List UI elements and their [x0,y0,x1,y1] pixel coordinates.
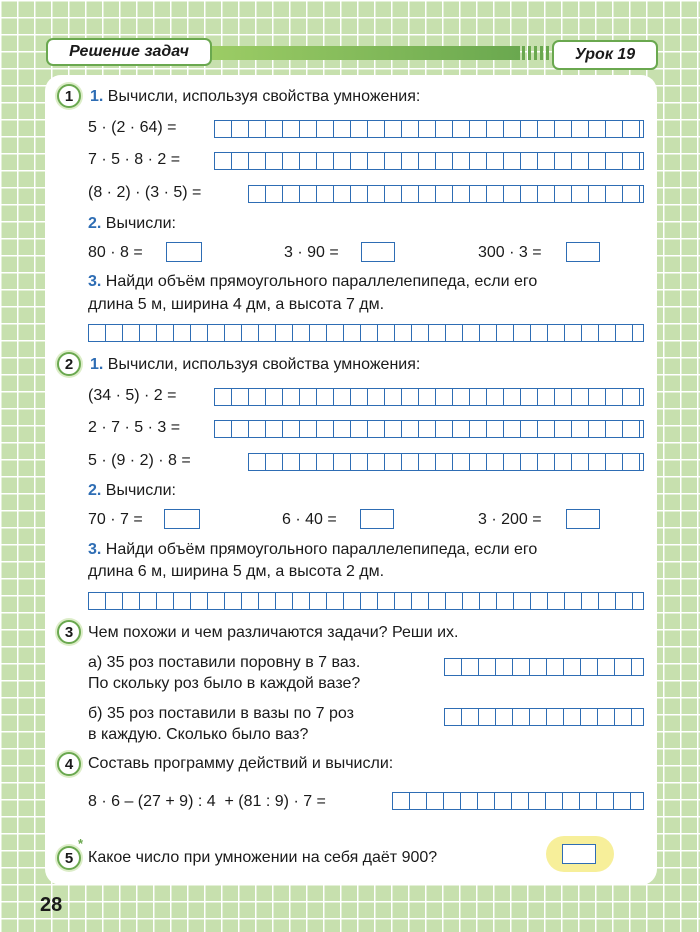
task-2-3-line-1 [88,540,537,560]
answer-grid[interactable] [248,185,644,203]
task-2-2-expr-2: 6 · 40 = [282,511,337,528]
task-1-3-text-1: Найди объём прямоугольного параллелепипеда, если его [105,273,538,290]
answer-grid[interactable] [88,592,644,610]
answer-grid[interactable] [214,120,644,138]
header-stripes [522,46,550,60]
task-2-3-text-1: Найди объём прямоугольного параллелепипеда, если его [105,541,538,558]
answer-box[interactable] [562,844,596,864]
task-1-1-number: 1. [90,88,104,105]
task-1-1-expr-2: 7 · 5 · 8 · 2 = [88,151,181,168]
task-3b-line-1: б) 35 роз поставили в вазы по 7 роз [88,705,354,722]
task-2-3-number: 3. [88,541,102,558]
task-1-number: 1 [57,84,81,108]
answer-box[interactable] [164,509,200,529]
task-3-title: Чем похожи и чем различаются задачи? Реши их. [88,624,459,641]
task-2-1-heading [90,355,420,375]
header-bar [212,46,520,60]
answer-grid[interactable] [392,792,644,810]
answer-box[interactable] [566,509,600,529]
task-1-3-number: 3. [88,273,102,290]
task-1-3-line-2: длина 5 м, ширина 4 дм, а высота 7 дм. [88,296,385,313]
task-2-1-expr-3: 5 · (9 · 2) · 8 = [88,452,191,469]
task-2-2-title: Вычисли: [105,482,176,499]
task-2-2-heading [88,481,176,501]
task-1-2-expr-3: 300 · 3 = [478,244,542,261]
task-3a-line-2: По скольку роз было в каждой вазе? [88,675,361,692]
task-2-number: 2 [57,352,81,376]
answer-box[interactable] [360,509,394,529]
task-2-2-number: 2. [88,482,102,499]
task-1-1-heading [90,87,420,107]
task-5-number: 5 [57,846,81,870]
task-1-2-expr-1: 80 · 8 = [88,244,143,261]
task-4-title: Составь программу действий и вычисли: [88,755,394,772]
task-1-2-number: 2. [88,215,102,232]
answer-box[interactable] [166,242,202,262]
task-3a-line-1: а) 35 роз поставили поровну в 7 ваз. [88,654,361,671]
task-3b-line-2: в каждую. Сколько было ваз? [88,726,309,743]
task-1-1-expr-1: 5 · (2 · 64) = [88,119,177,136]
answer-box[interactable] [566,242,600,262]
star-icon: * [78,836,84,851]
task-4-expression: 8 · 6 – (27 + 9) : 4 + (81 : 9) · 7 = [88,793,326,810]
task-1-3-line-1 [88,272,537,292]
answer-grid[interactable] [214,388,644,406]
answer-grid[interactable] [444,658,644,676]
answer-box[interactable] [361,242,395,262]
task-1-1-title: Вычисли, используя свойства умножения: [107,88,421,105]
task-1-2-title: Вычисли: [105,215,176,232]
task-3-number: 3 [57,620,81,644]
answer-grid[interactable] [214,152,644,170]
task-2-2-expr-1: 70 · 7 = [88,511,143,528]
page-number: 28 [40,894,63,916]
task-2-1-expr-2: 2 · 7 · 5 · 3 = [88,419,181,436]
task-2-1-title: Вычисли, используя свойства умножения: [107,356,421,373]
task-2-1-expr-1: (34 · 5) · 2 = [88,387,177,404]
answer-grid[interactable] [444,708,644,726]
task-4-number: 4 [57,752,81,776]
task-2-1-number: 1. [90,356,104,373]
answer-grid[interactable] [88,324,644,342]
task-2-2-expr-3: 3 · 200 = [478,511,542,528]
task-2-3-line-2: длина 6 м, ширина 5 дм, а высота 2 дм. [88,563,385,580]
answer-grid[interactable] [248,453,644,471]
task-1-2-heading [88,214,176,234]
section-title: Решение задач [46,38,212,66]
task-1-1-expr-3: (8 · 2) · (3 · 5) = [88,184,202,201]
task-1-2-expr-2: 3 · 90 = [284,244,339,261]
answer-grid[interactable] [214,420,644,438]
task-5-question: Какое число при умножении на себя даёт 900? [88,849,438,866]
lesson-label: Урок 19 [552,40,658,70]
